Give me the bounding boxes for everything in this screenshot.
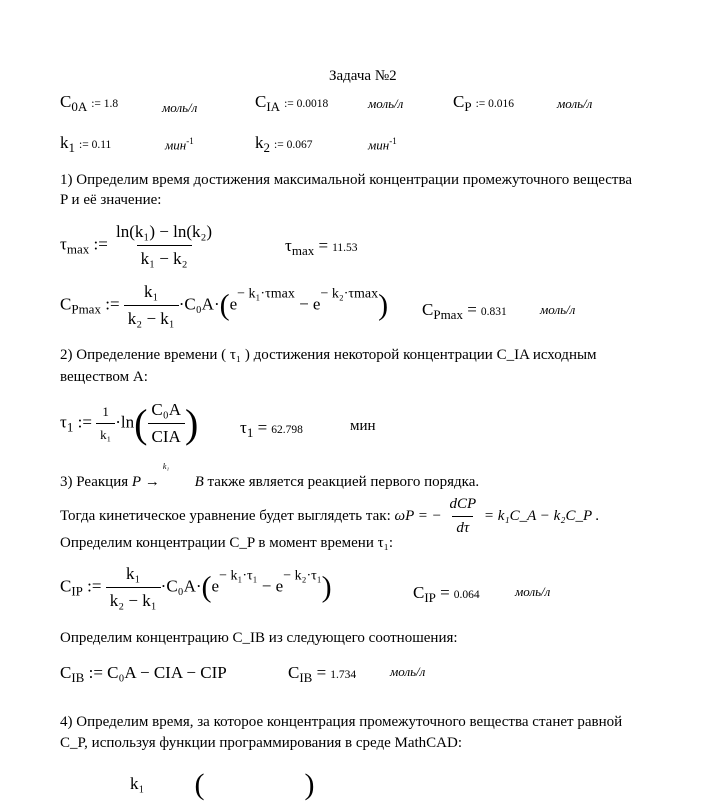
cip-definition: $C_{IP}$ := $\frac{\text{k₁}}{\text{k₂ − k₁}}$ $\cdot C_0A\cdot(e^{- k_1\cdot\tau_1} - e^{- k_2\cdot\tau_1})$ — [60, 564, 332, 610]
cpmax-definition: $C_{Pmax}$ := $\frac{\text{k₁}}{\text{k₂ − k₁}}$ $\cdot C_0A\cdot(e^{- k_1\cdot\tau max} - e^{- k_2\cdot\tau max})$ — [60, 282, 389, 328]
tau1-result: $\tau_1 = 62.798$ — [240, 418, 303, 440]
unit-label: моль/л — [557, 96, 593, 111]
section1-text: P и её значение: — [60, 192, 162, 208]
section3-text: Определим концентрации C_P в момент времени τ₁: — [60, 535, 394, 551]
cib-definition: $C_{IB}$ := C₀A − CIA − CIP — [60, 663, 227, 685]
section2-text: веществом А: — [60, 369, 148, 385]
unit-label: моль/л — [368, 96, 404, 111]
section2-text: 2) Определение времени ( τ₁ ) достижения некоторой концентрации C_IA исходным — [60, 347, 597, 363]
document-title: Задача №2 — [329, 68, 397, 84]
cib-result: $C_{IB} = 1.734$ — [288, 663, 357, 685]
unit-label: мин — [350, 418, 376, 434]
param-c0a: $C_{0A}$ := 1.8 — [60, 92, 119, 114]
param-k2: $k_2$ := 0.067 — [255, 133, 313, 155]
section4-text: C_P, используя функции программирования в среде MathCAD: — [60, 735, 462, 751]
unit-label: моль/л — [162, 100, 198, 115]
unit-label: моль/л — [390, 664, 426, 679]
partial-formula: k₁ ( ) — [130, 768, 315, 801]
section3-text: 3) Реакция P k₁ → B также является реакцией первого порядка. — [60, 462, 480, 490]
tau-max-result: $\tau_{max} = 11.53$ — [285, 236, 358, 258]
unit-label: мин$^{-1}$ — [165, 136, 194, 153]
param-k1: $k_1$ := 0.11 — [60, 133, 112, 155]
unit-label: моль/л — [540, 302, 576, 317]
section3-text: Тогда кинетическое уравнение будет выглядеть так: ωP = − $\frac{\text{dCP}}{d\tau}$ = k₁C_A − k₂C_P . — [60, 496, 600, 536]
unit-label: моль/л — [515, 584, 551, 599]
section4-text: 4) Определим время, за которое концентрация промежуточного вещества станет равной — [60, 714, 623, 730]
param-cia: $C_{IA}$ := 0.0018 — [255, 92, 329, 114]
tau-max-definition: $\tau_{max}$ := $\frac{\text{ln(k₁) − ln(k₂)}}{\text{k₁ − k₂}}$ — [60, 222, 213, 268]
cpmax-result: $C_{Pmax} = 0.831$ — [422, 300, 507, 322]
unit-label: мин$^{-1}$ — [368, 136, 397, 153]
section3-text: Определим концентрацию C_IB из следующего соотношения: — [60, 630, 458, 646]
param-cp: $C_P$ := 0.016 — [453, 92, 515, 114]
tau1-definition: $\tau_1$ := $\frac{1}{\text{k₁}}$ ·ln( $\frac{\text{C₀A}}{\text{CIA}}$ ) — [60, 400, 199, 446]
cip-result: $C_{IP} = 0.064$ — [413, 583, 480, 605]
section1-text: 1) Определим время достижения максимальной концентрации промежуточного вещества — [60, 172, 633, 188]
